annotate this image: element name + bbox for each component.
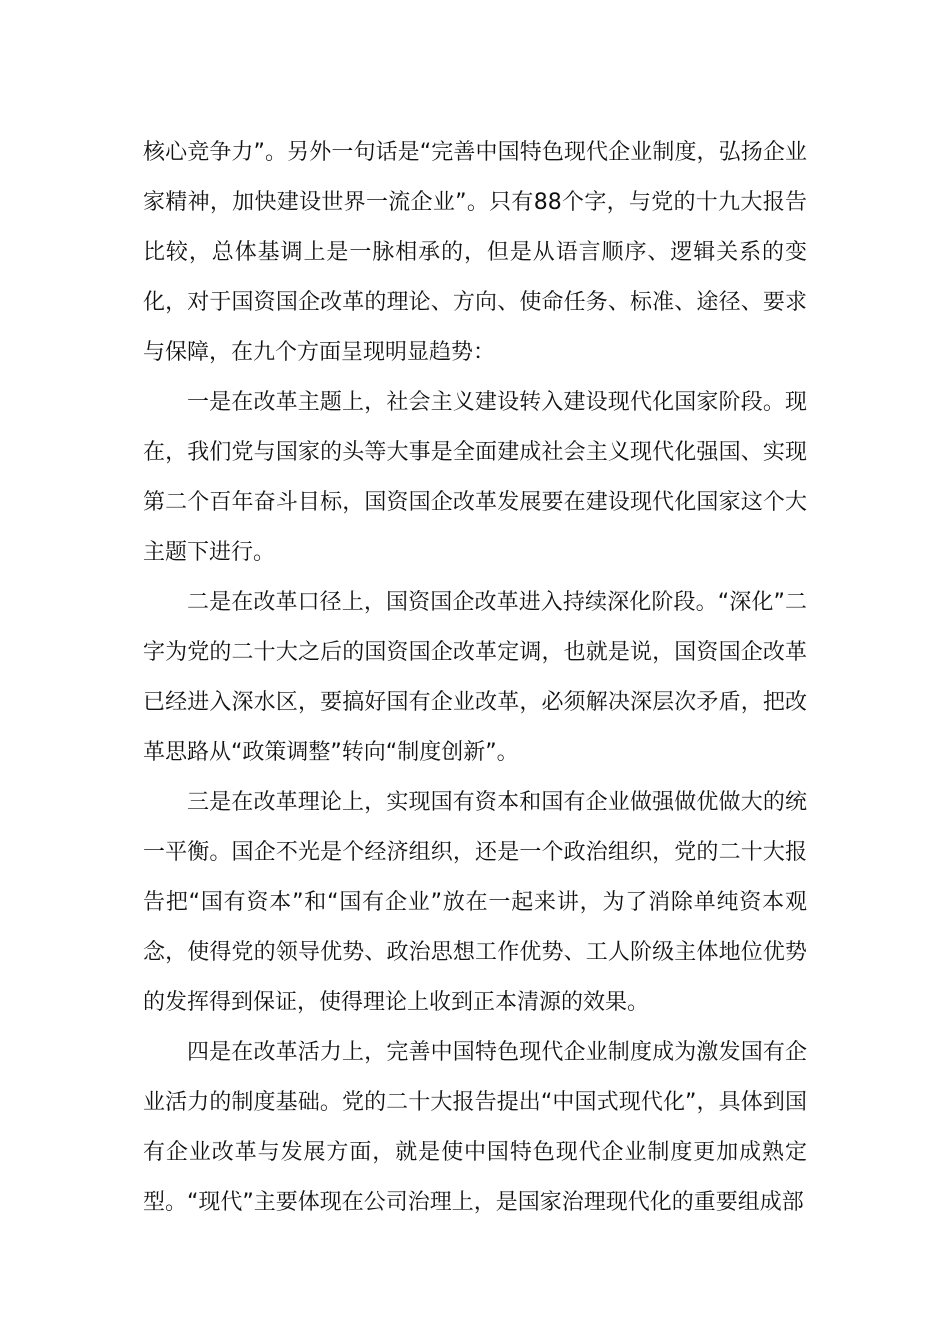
paragraph-point-two: 二是在改革口径上，国资国企改革进入持续深化阶段。“深化”二字为党的二十大之后的国资国企改革定调，也就是说，国资国企改革已经进入深水区，要搞好国有企业改革，必须解决深层次矛盾，把改革思路从“政策调整”转向“制度创新”。 xyxy=(143,590,807,765)
paragraph-point-one: 一是在改革主题上，社会主义建设转入建设现代化国家阶段。现在，我们党与国家的头等大事是全面建成社会主义现代化强国、实现第二个百年奋斗目标，国资国企改革发展要在建设现代化国家这个大主题下进行。 xyxy=(143,390,807,565)
document-body xyxy=(143,128,807,1228)
paragraph-continuation: 核心竞争力”。另外一句话是“完善中国特色现代企业制度，弘扬企业家精神，加快建设世界一流企业”。只有88个字，与党的十九大报告比较，总体基调上是一脉相承的，但是从语言顺序、逻辑关系的变化，对于国资国企改革的理论、方向、使命任务、标准、途径、要求与保障，在九个方面呈现明显趋势： xyxy=(143,140,807,365)
paragraph-point-four: 四是在改革活力上，完善中国特色现代企业制度成为激发国有企业活力的制度基础。党的二十大报告提出“中国式现代化”，具体到国有企业改革与发展方面，就是使中国特色现代企业制度更加成熟定型。“现代”主要体现在公司治理上，是国家治理现代化的重要组成部 xyxy=(143,1040,807,1215)
paragraph-point-three: 三是在改革理论上，实现国有资本和国有企业做强做优做大的统一平衡。国企不光是个经济组织，还是一个政治组织，党的二十大报告把“国有资本”和“国有企业”放在一起来讲，为了消除单纯资本观念，使得党的领导优势、政治思想工作优势、工人阶级主体地位优势的发挥得到保证，使得理论上收到正本清源的效果。 xyxy=(143,790,807,1015)
